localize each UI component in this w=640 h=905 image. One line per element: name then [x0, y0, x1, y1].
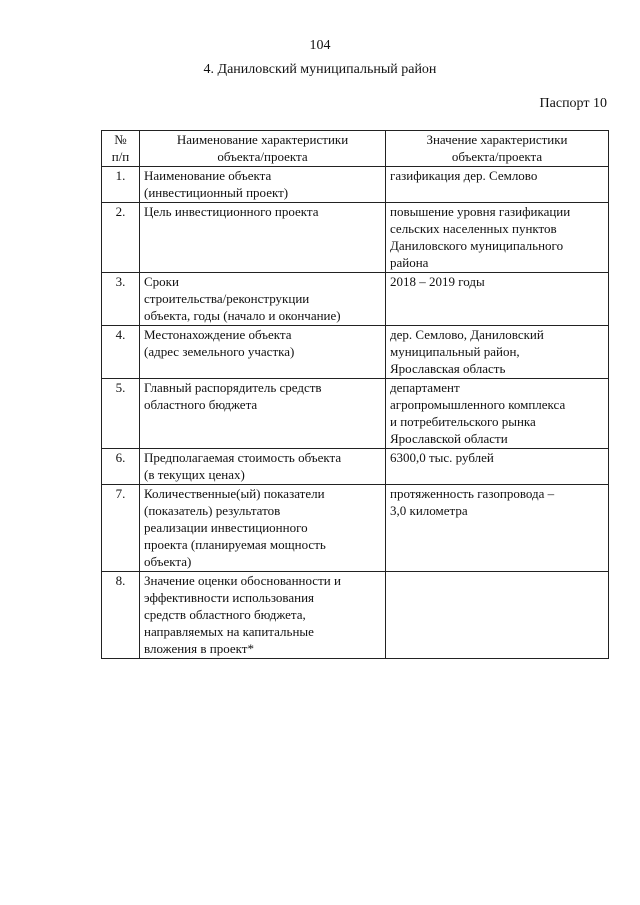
row-value: 2018 – 2019 годы — [386, 273, 609, 326]
row-value: 6300,0 тыс. рублей — [386, 449, 609, 485]
row-value: повышение уровня газификации сельских населенных пунктов Даниловского муниципального района — [386, 203, 609, 273]
row-value — [386, 572, 609, 659]
passport-table — [101, 130, 609, 659]
passport-table-header — [102, 131, 609, 167]
row-num: 1. — [102, 167, 140, 203]
table-row — [102, 326, 609, 379]
header-row — [102, 131, 609, 167]
page-number: 104 — [309, 38, 331, 53]
passport-label: Паспорт 10 — [539, 96, 607, 111]
row-name: Местонахождение объекта (адрес земельного участка) — [140, 326, 386, 379]
table-row — [102, 273, 609, 326]
section-title: 4. Даниловский муниципальный район — [203, 62, 437, 77]
row-name: Значение оценки обоснованности и эффективности использования средств областного бюджета, направляемых на капитальные вложения в проект* — [140, 572, 386, 659]
passport-table-body — [102, 167, 609, 659]
row-num: 7. — [102, 485, 140, 572]
row-name: Наименование объекта (инвестиционный проект) — [140, 167, 386, 203]
row-num: 8. — [102, 572, 140, 659]
row-value: департамент агропромышленного комплекса и потребительского рынка Ярославской области — [386, 379, 609, 449]
row-value: газификация дер. Семлово — [386, 167, 609, 203]
row-name: Сроки строительства/реконструкции объекта, годы (начало и окончание) — [140, 273, 386, 326]
row-num: 4. — [102, 326, 140, 379]
table-row — [102, 485, 609, 572]
table-row — [102, 167, 609, 203]
table-row — [102, 572, 609, 659]
row-num: 2. — [102, 203, 140, 273]
row-name: Главный распорядитель средств областного бюджета — [140, 379, 386, 449]
header-num: № п/п — [102, 131, 140, 167]
row-name: Количественные(ый) показатели (показатель) результатов реализации инвестиционного проекта (планируемая мощность объекта) — [140, 485, 386, 572]
table-row — [102, 379, 609, 449]
header-name: Наименование характеристики объекта/проекта — [140, 131, 386, 167]
table-row — [102, 203, 609, 273]
header-value: Значение характеристики объекта/проекта — [386, 131, 609, 167]
row-name: Предполагаемая стоимость объекта (в текущих ценах) — [140, 449, 386, 485]
row-name: Цель инвестиционного проекта — [140, 203, 386, 273]
row-value: дер. Семлово, Даниловский муниципальный район, Ярославская область — [386, 326, 609, 379]
table-row — [102, 449, 609, 485]
row-num: 6. — [102, 449, 140, 485]
row-value: протяженность газопровода – 3,0 километра — [386, 485, 609, 572]
row-num: 5. — [102, 379, 140, 449]
row-num: 3. — [102, 273, 140, 326]
